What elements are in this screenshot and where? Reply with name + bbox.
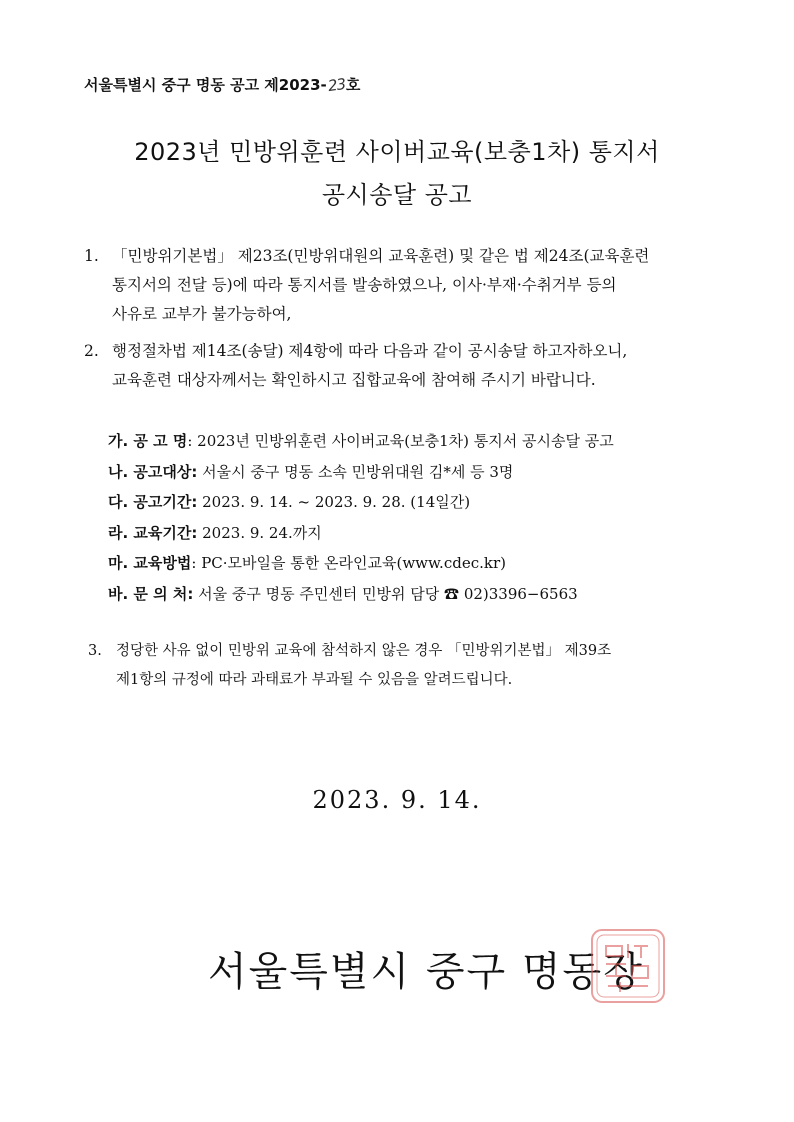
official-seal-icon xyxy=(584,922,672,1010)
paragraph-2-number: 2. xyxy=(84,342,99,360)
notice-number xyxy=(84,74,360,95)
detail-value: : PC·모바일을 통한 온라인교육(www.cdec.kr) xyxy=(191,554,506,573)
notice-date: 2023. 9. 14. xyxy=(312,786,482,814)
paragraph-3-line: 정당한 사유 없이 민방위 교육에 참석하지 않은 경우 「민방위기본법」 제39조 xyxy=(116,643,612,659)
document-title-line2: 공시송달 공고 xyxy=(321,181,473,209)
notice-number-suffix: 호 xyxy=(345,76,361,94)
notice-details xyxy=(108,426,748,610)
detail-row-period xyxy=(108,487,748,518)
paragraph-1-line: 「민방위기본법」 제23조(민방위대원의 교육훈련) 및 같은 법 제24조(교육훈련 xyxy=(112,247,650,265)
paragraph-1 xyxy=(84,242,734,329)
paragraph-1-line: 사유로 교부가 불가능하여, xyxy=(112,305,292,323)
detail-label: 가. 공 고 명 xyxy=(108,432,188,450)
paragraph-1-line: 통지서의 전달 등)에 따라 통지서를 발송하였으나, 이사·부재·수취거부 등의 xyxy=(112,276,617,294)
paragraph-2 xyxy=(84,337,734,395)
detail-label: 다. 공고기간: xyxy=(108,493,198,512)
detail-value: 서울 중구 명동 주민센터 민방위 담당 ☎ 02)3396−6563 xyxy=(193,584,578,603)
signatory-name: 서울특별시 중구 명동장 xyxy=(208,949,644,995)
document-title-line1: 2023년 민방위훈련 사이버교육(보충1차) 통지서 xyxy=(134,138,660,166)
detail-value: : 2023년 민방위훈련 사이버교육(보충1차) 통지서 공시송달 공고 xyxy=(187,432,614,450)
notice-number-handwritten: 23 xyxy=(326,74,347,96)
detail-row-target xyxy=(108,457,748,488)
paragraph-3-line: 제1항의 규정에 따라 과태료가 부과될 수 있음을 알려드립니다. xyxy=(116,672,513,688)
paragraph-1-number: 1. xyxy=(84,247,99,265)
paragraph-2-line: 교육훈련 대상자께서는 확인하시고 집합교육에 참여해 주시기 바랍니다. xyxy=(112,371,596,389)
detail-row-title xyxy=(108,426,748,457)
paragraph-3 xyxy=(88,637,738,695)
detail-value: 2023. 9. 24.까지 xyxy=(197,523,322,542)
detail-label: 라. 교육기간: xyxy=(108,523,198,542)
detail-label: 나. 공고대상: xyxy=(108,462,198,481)
detail-label: 마. 교육방법 xyxy=(108,554,192,573)
paragraph-3-number: 3. xyxy=(88,643,102,659)
paragraph-2-line: 행정절차법 제14조(송달) 제4항에 따라 다음과 같이 공시송달 하고자하오니, xyxy=(112,342,628,360)
detail-row-contact xyxy=(108,579,748,610)
detail-value: 서울시 중구 명동 소속 민방위대원 김*세 등 3명 xyxy=(197,462,514,481)
notice-number-prefix: 서울특별시 중구 명동 공고 제2023- xyxy=(84,76,327,94)
detail-row-method xyxy=(108,548,748,579)
detail-row-education-period xyxy=(108,518,748,549)
detail-label: 바. 문 의 처: xyxy=(108,584,194,603)
detail-value: 2023. 9. 14. ~ 2023. 9. 28. (14일간) xyxy=(197,493,471,512)
